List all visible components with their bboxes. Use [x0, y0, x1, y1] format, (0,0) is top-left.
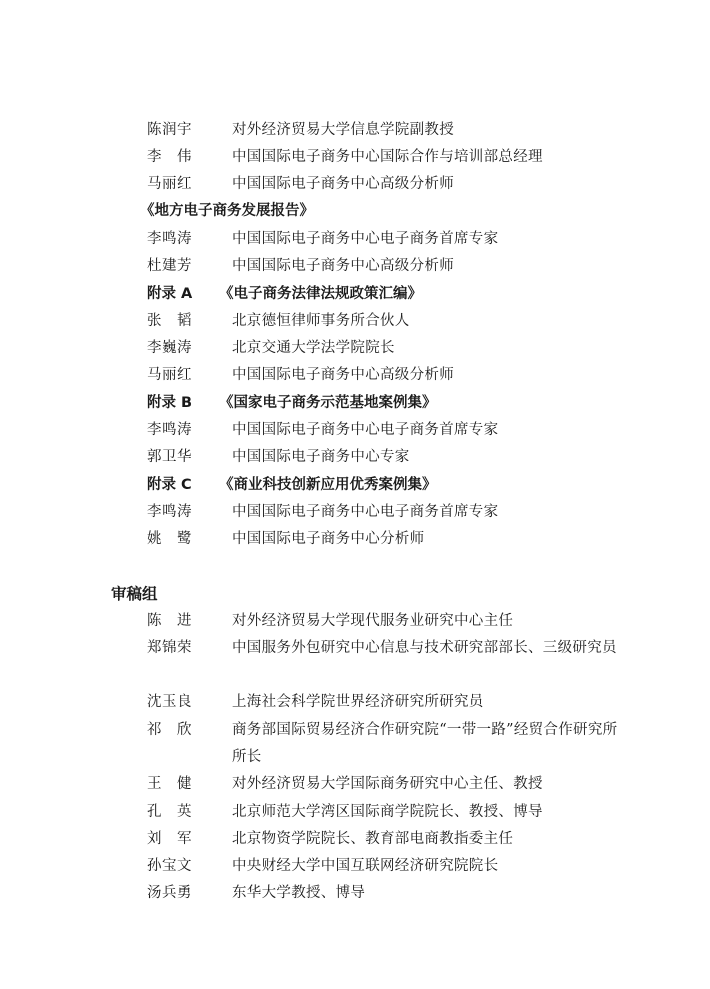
appendix-label: 附录 A — [147, 286, 193, 302]
member-name: 李鸣涛 — [147, 504, 192, 520]
member-name: 杜建芳 — [147, 258, 192, 274]
appendix-title: 《电子商务法律法规政策汇编》 — [219, 286, 422, 302]
appendix-title: 《商业科技创新应用优秀案例集》 — [219, 477, 437, 493]
member-role: 中国国际电子商务中心国际合作与培训部总经理 — [232, 149, 543, 165]
member-role: 中国国际电子商务中心高级分析师 — [232, 258, 454, 274]
member-name: 李鸣涛 — [147, 422, 192, 438]
member-name: 李巍涛 — [147, 340, 192, 356]
member-name: 姚 鹭 — [147, 531, 192, 547]
member-name: 孔 英 — [147, 804, 192, 820]
report-heading: 《地方电子商务发展报告》 — [140, 203, 314, 219]
member-role: 对外经济贸易大学现代服务业研究中心主任 — [232, 613, 514, 629]
member-role: 对外经济贸易大学信息学院副教授 — [232, 122, 454, 138]
member-role: 中国国际电子商务中心分析师 — [232, 531, 425, 547]
appendix-label: 附录 B — [147, 395, 193, 411]
member-role: 中国国际电子商务中心电子商务首席专家 — [232, 422, 499, 438]
member-name: 郭卫华 — [147, 449, 192, 465]
member-role: 商务部国际贸易经济合作研究院“一带一路”经贸合作研究所所长 — [232, 722, 618, 765]
appendix-label: 附录 C — [147, 477, 192, 493]
member-role: 东华大学教授、博导 — [232, 885, 366, 901]
member-role: 北京物资学院院长、教育部电商教指委主任 — [232, 831, 514, 847]
member-name: 孙宝文 — [147, 858, 192, 874]
member-role: 北京德恒律师事务所合伙人 — [232, 313, 410, 329]
appendix-title: 《国家电子商务示范基地案例集》 — [219, 395, 437, 411]
member-name: 刘 军 — [147, 831, 192, 847]
member-role: 中国国际电子商务中心高级分析师 — [232, 176, 454, 192]
appendix-c-heading — [147, 472, 437, 499]
member-role: 中国国际电子商务中心电子商务首席专家 — [232, 504, 499, 520]
member-name: 王 健 — [147, 776, 192, 792]
member-row — [147, 717, 647, 771]
appendix-b-heading — [147, 390, 437, 417]
member-role: 中国国际电子商务中心专家 — [232, 449, 410, 465]
member-row — [147, 635, 647, 689]
member-name: 马丽红 — [147, 176, 192, 192]
member-role: 中国服务外包研究中心信息与技术研究部部长、三级研究员 — [232, 640, 617, 656]
member-name: 祁 欣 — [147, 722, 192, 738]
member-role: 中央财经大学中国互联网经济研究院院长 — [232, 858, 499, 874]
appendix-a-heading — [147, 281, 422, 308]
review-group-title: 审稿组 — [111, 585, 158, 603]
member-role: 北京师范大学湾区国际商学院院长、教授、博导 — [232, 804, 543, 820]
member-name: 郑锦荣 — [147, 640, 192, 656]
member-name: 马丽红 — [147, 367, 192, 383]
member-name: 陈 进 — [147, 613, 192, 629]
member-role: 北京交通大学法学院院长 — [232, 340, 395, 356]
member-name: 张 韬 — [147, 313, 192, 329]
member-name: 李 伟 — [147, 149, 192, 165]
member-role: 中国国际电子商务中心高级分析师 — [232, 367, 454, 383]
member-name: 沈玉良 — [147, 694, 192, 710]
member-role: 对外经济贸易大学国际商务研究中心主任、教授 — [232, 776, 543, 792]
member-role: 上海社会科学院世界经济研究所研究员 — [232, 694, 484, 710]
member-name: 陈润宇 — [147, 122, 192, 138]
member-name: 李鸣涛 — [147, 231, 192, 247]
member-role: 中国国际电子商务中心电子商务首席专家 — [232, 231, 499, 247]
member-name: 汤兵勇 — [147, 885, 192, 901]
